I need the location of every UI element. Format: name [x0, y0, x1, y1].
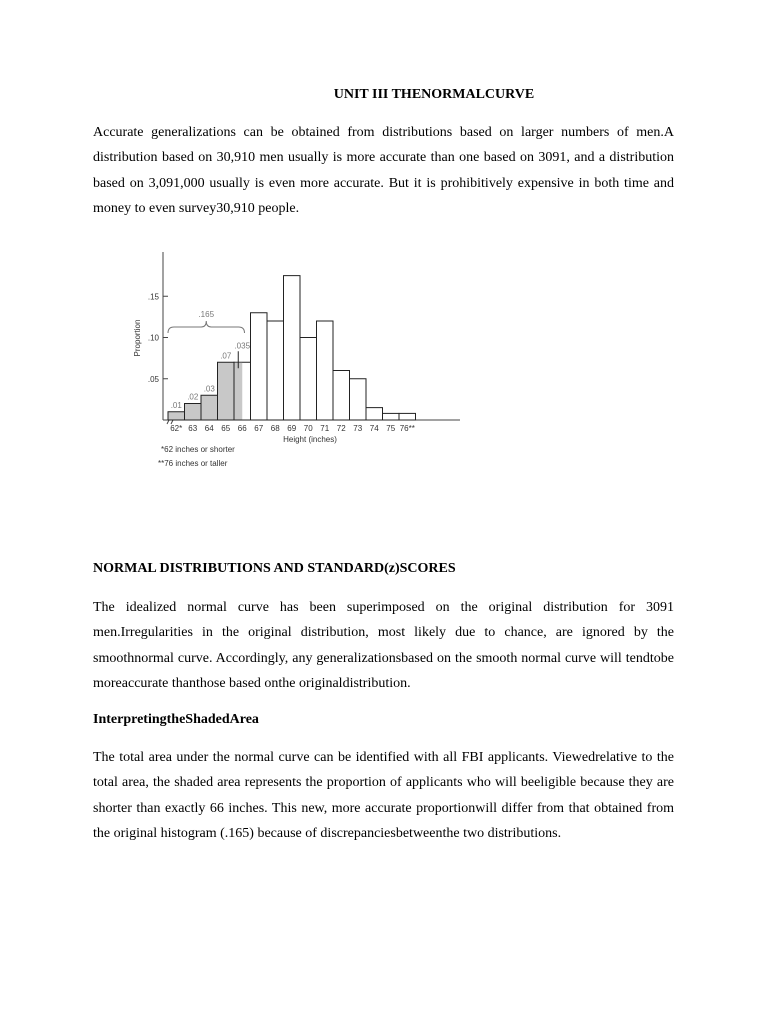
histogram-bar	[399, 413, 416, 420]
partial-shade	[235, 363, 243, 420]
x-tick-label: 75	[386, 424, 396, 433]
histogram-bar	[300, 338, 317, 421]
section-heading-shaded-area: InterpretingtheShadedArea	[93, 712, 259, 727]
bar-value-label: .03	[203, 384, 215, 394]
histogram-bar	[366, 408, 383, 420]
histogram-bar	[251, 313, 268, 420]
histogram-bar	[168, 412, 185, 420]
partial-shade-label: .035	[234, 341, 251, 351]
brace-label: .165	[198, 310, 215, 319]
bar-value-label: .02	[187, 392, 199, 402]
x-tick-label: 76**	[399, 424, 415, 433]
section-heading-normal-distributions: NORMAL DISTRIBUTIONS AND STANDARD(z)SCORES	[93, 561, 456, 576]
x-tick-label: 69	[287, 424, 297, 433]
y-tick-label: .10	[147, 333, 159, 343]
bar-value-label: .07	[220, 351, 232, 361]
y-tick-label: .15	[147, 292, 159, 302]
histogram-bar	[218, 362, 235, 420]
histogram-bar	[185, 404, 202, 421]
x-tick-label: 73	[353, 424, 363, 433]
footnote-76: **76 inches or taller	[158, 459, 228, 468]
histogram-bar	[350, 379, 367, 420]
shaded-area-paragraph: The total area under the normal curve can be identified with all FBI applicants. Viewedrelative to the total area, the shaded area represents the proportion of applicants who will beeligible because they are shorter than exactly 66 inches. This new, more accurate proportionwill differ from that obtained from the original histogram (.165) because of discrepanciesbetweenthe two distributions.	[93, 750, 674, 841]
x-tick-label: 71	[320, 424, 330, 433]
x-tick-label: 65	[221, 424, 231, 433]
histogram-bar	[201, 395, 218, 420]
x-tick-label: 64	[204, 424, 214, 433]
footnote-62: *62 inches or shorter	[161, 445, 235, 454]
x-tick-label: 68	[270, 424, 280, 433]
x-tick-label: 63	[188, 424, 198, 433]
x-tick-label: 66	[237, 424, 247, 433]
intro-paragraph: Accurate generalizations can be obtained from distributions based on larger numbers of men.A distribution based on 30,910 men usually is more accurate than one based on 3091, and a distribution based on 3,091,000 usually is even more accurate. But it is prohibitively expensive in both time and money to even survey30,910 people.	[93, 125, 674, 216]
x-tick-label: 62*	[170, 424, 183, 433]
x-tick-label: 74	[369, 424, 379, 433]
histogram-bar	[317, 321, 334, 420]
height-histogram-chart	[125, 240, 470, 480]
x-tick-label: 72	[336, 424, 346, 433]
page-title: UNIT III THENORMALCURVE	[333, 87, 535, 102]
x-tick-label: 67	[254, 424, 264, 433]
histogram-bar	[284, 276, 301, 420]
histogram-bar	[383, 413, 400, 420]
histogram-bar	[333, 371, 350, 421]
bar-value-label: .01	[170, 400, 182, 410]
y-axis-label: Proportion	[133, 319, 142, 357]
histogram-bar	[267, 321, 284, 420]
y-tick-label: .05	[147, 374, 159, 384]
normal-curve-paragraph: The idealized normal curve has been superimposed on the original distribution for 3091 men.Irregularities in the original distribution, most likely due to chance, are ignored by the smoothnormal curve. Accordingly, any generalizationsbased on the smooth normal curve will tendtobe moreaccurate thanthose based onthe originaldistribution.	[93, 600, 674, 691]
x-axis-label: Height (inches)	[283, 435, 337, 444]
x-tick-label: 70	[303, 424, 313, 433]
brace-annotation	[168, 321, 245, 333]
